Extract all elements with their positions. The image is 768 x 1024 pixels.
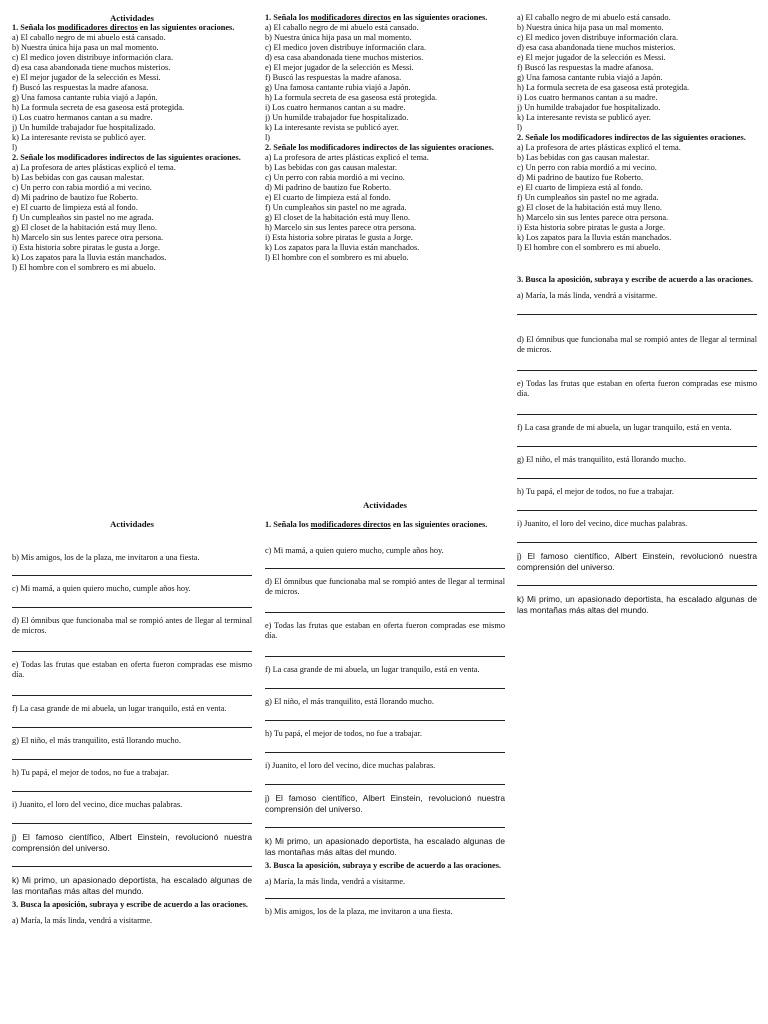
list-item: i) Juanito, el loro del vecino, dice muchas palabras. [517,519,688,528]
list-item: i) Los cuatro hermanos cantan a su madre. [517,93,658,102]
list-item: b) Mis amigos, los de la plaza, me invitaron a una fiesta. [12,553,200,562]
list-item: k) Los zapatos para la lluvia están manchados. [12,253,167,262]
list-item: k) Mi primo, un apasionado deportista, ha escalado algunas de las montañas más altas del mundo. [12,875,252,896]
answer-line [517,497,757,511]
list-item: g) Una famosa cantante rubia viajó a Japón. [12,93,158,102]
answer-line [12,810,252,824]
list-item: b) Las bebidas con gas causan malestar. [517,153,650,162]
list-item: c) Un perro con rabia mordió a mi vecino. [12,183,152,192]
list-item: i) Esta historia sobre piratas le gusta a Jorge. [265,233,413,242]
heading-3: 3. Busca la aposición, subraya y escribe de acuerdo a las oraciones. [517,275,753,284]
heading-2: 2. Señale los modificadores indirectos de las siguientes oraciones. [12,153,241,162]
list-item: b) Nuestra única hija pasa un mal momento. [12,43,159,52]
list-item: g) El closet de la habitación está muy lleno. [265,213,410,222]
answer-line [265,887,505,899]
list-item: f) Buscó las respuestas la madre afanosa. [517,63,654,72]
heading-2: 2. Señale los modificadores indirectos de las siguientes oraciones. [517,133,746,142]
list-item: h) Marcelo sin sus lentes parece otra persona. [265,223,417,232]
activity-title: Actividades [110,519,154,529]
list-item: a) La profesora de artes plásticas explicó el tema. [265,153,429,162]
list-item: b) Las bebidas con gas causan malestar. [12,173,145,182]
list-item: l) [12,143,18,152]
list-item: l) El hombre con el sombrero es mi abuelo. [265,253,409,262]
list-item: h) Marcelo sin sus lentes parece otra persona. [12,233,164,242]
list-item: e) Todas las frutas que estaban en oferta fueron compradas ese mismo día. [265,621,505,640]
list-item: f) Buscó las respuestas la madre afanosa. [12,83,149,92]
answer-line [265,556,505,569]
list-item: c) Un perro con rabia mordió a mi vecino. [265,173,405,182]
answer-line [265,814,505,828]
list-item: h) La formula secreta de esa gaseosa está protegida. [517,83,690,92]
list-item: d) esa casa abandonada tiene muchos misterios. [12,63,171,72]
activity-title: Actividades [110,13,154,23]
list-item: h) La formula secreta de esa gaseosa está protegida. [12,103,185,112]
list-item: f) La casa grande de mi abuela, un lugar tranquilo, está en venta. [12,704,227,713]
list-item: d) Mi padrino de bautizo fue Roberto. [517,173,644,182]
list-item: j) El famoso científico, Albert Einstein, revolucionó nuestra comprensión del universo. [517,551,757,572]
list-item: c) El medico joven distribuye información clara. [517,33,679,42]
heading-2: 2. Señale los modificadores indirectos de las siguientes oraciones. [265,143,494,152]
list-item: c) Mi mamá, a quien quiero mucho, cumple años hoy. [265,546,444,555]
list-item: a) El caballo negro de mi abuelo está cansado. [265,23,419,32]
answer-line [265,739,505,753]
list-item: d) Mi padrino de bautizo fue Roberto. [265,183,392,192]
answer-line [517,465,757,479]
list-item: j) Un humilde trabajador fue hospitalizado. [265,113,409,122]
answer-line [12,714,252,728]
list-item: h) Tu papá, el mejor de todos, no fue a trabajar. [265,729,422,738]
col3-top-block [517,13,757,615]
list-item: c) Un perro con rabia mordió a mi vecino. [517,163,657,172]
list-item: e) El mejor jugador de la selección es Messi. [12,73,161,82]
list-item: j) Un humilde trabajador fue hospitalizado. [517,103,661,112]
list-item: a) La profesora de artes plásticas explicó el tema. [517,143,681,152]
list-item: f) La casa grande de mi abuela, un lugar tranquilo, está en venta. [517,423,732,432]
list-item: e) El mejor jugador de la selección es Messi. [265,63,414,72]
list-item: k) Los zapatos para la lluvia están manchados. [265,243,420,252]
list-item: b) Nuestra única hija pasa un mal momento. [265,33,412,42]
list-item: d) Mi padrino de bautizo fue Roberto. [12,193,139,202]
list-item: i) Los cuatro hermanos cantan a su madre. [265,103,406,112]
list-item: k) Mi primo, un apasionado deportista, ha escalado algunas de las montañas más altas del mundo. [517,594,757,615]
answer-line [265,597,505,613]
list-item: j) Un humilde trabajador fue hospitalizado. [12,123,156,132]
list-item: e) El mejor jugador de la selección es Messi. [517,53,666,62]
heading-3: 3. Busca la aposición, subraya y escribe de acuerdo a las oraciones. [12,900,248,909]
list-item: g) Una famosa cantante rubia viajó a Japón. [265,83,411,92]
list-item: a) María, la más linda, vendrá a visitarme. [12,916,153,925]
list-item: f) Un cumpleaños sin pastel no me agrada. [12,213,154,222]
list-item: i) Los cuatro hermanos cantan a su madre. [12,113,153,122]
answer-line [265,771,505,785]
list-item: i) Juanito, el loro del vecino, dice muchas palabras. [265,761,436,770]
list-item: h) Tu papá, el mejor de todos, no fue a trabajar. [517,487,674,496]
answer-line [12,594,252,608]
answer-line [12,680,252,696]
list-item: k) Los zapatos para la lluvia están manchados. [517,233,672,242]
list-item: a) El caballo negro de mi abuelo está cansado. [12,33,166,42]
answer-line [517,355,757,371]
answer-line [12,563,252,576]
list-item: e) Todas las frutas que estaban en oferta fueron compradas ese mismo día. [517,379,757,398]
list-item: h) Marcelo sin sus lentes parece otra persona. [517,213,669,222]
list-item: e) El cuarto de limpieza está al fondo. [12,203,138,212]
list-item: e) El cuarto de limpieza está al fondo. [265,193,391,202]
list-item: c) El medico joven distribuye información clara. [12,53,174,62]
heading-1: 1. Señala los modificadores directos en las siguientes oraciones. [265,13,488,22]
list-item: b) Las bebidas con gas causan malestar. [265,163,398,172]
list-item: d) El ómnibus que funcionaba mal se rompió antes de llegar al terminal de micros. [265,577,505,596]
heading-1: 1. Señala los modificadores directos en las siguientes oraciones. [265,520,488,529]
list-item: e) Todas las frutas que estaban en oferta fueron compradas ese mismo día. [12,660,252,679]
list-item: g) El closet de la habitación está muy lleno. [517,203,662,212]
list-item: k) La interesante revista se publicó ayer. [265,123,399,132]
list-item: c) El medico joven distribuye información clara. [265,43,427,52]
list-item: i) Juanito, el loro del vecino, dice muchas palabras. [12,800,183,809]
list-item: l) El hombre con el sombrero es mi abuelo. [12,263,156,272]
col2-bottom-block [265,500,505,917]
list-item: l) El hombre con el sombrero es mi abuelo. [517,243,661,252]
list-item: k) La interesante revista se publicó ayer. [12,133,146,142]
list-item: f) Un cumpleaños sin pastel no me agrada. [265,203,407,212]
heading-1: 1. Señala los modificadores directos en las siguientes oraciones. [12,23,235,32]
answer-line [12,853,252,867]
col1-top-block [12,13,252,273]
list-item: a) El caballo negro de mi abuelo está cansado. [517,13,671,22]
list-item: a) María, la más linda, vendrá a visitarme. [517,291,658,300]
answer-line [517,529,757,543]
list-item: b) Mis amigos, los de la plaza, me invitaron a una fiesta. [265,907,453,916]
list-item: f) Un cumpleaños sin pastel no me agrada. [517,193,659,202]
list-item: d) esa casa abandonada tiene muchos misterios. [265,53,424,62]
list-item: d) El ómnibus que funcionaba mal se rompió antes de llegar al terminal de micros. [517,335,757,354]
answer-line [265,641,505,657]
col2-top-block [265,13,505,263]
answer-line [517,433,757,447]
list-item: j) El famoso científico, Albert Einstein, revolucionó nuestra comprensión del universo. [265,793,505,814]
answer-line [517,572,757,586]
list-item: f) La casa grande de mi abuela, un lugar tranquilo, está en venta. [265,665,480,674]
list-item: i) Esta historia sobre piratas le gusta a Jorge. [517,223,665,232]
list-item: k) Mi primo, un apasionado deportista, ha escalado algunas de las montañas más altas del mundo. [265,836,505,857]
list-item: g) El closet de la habitación está muy lleno. [12,223,157,232]
list-item: g) El niño, el más tranquilito, está llorando mucho. [517,455,686,464]
answer-line [12,746,252,760]
list-item: g) El niño, el más tranquilito, está llorando mucho. [265,697,434,706]
list-item: d) esa casa abandonada tiene muchos misterios. [517,43,676,52]
list-item: a) María, la más linda, vendrá a visitarme. [265,877,406,886]
answer-line [517,301,757,315]
list-item: d) El ómnibus que funcionaba mal se rompió antes de llegar al terminal de micros. [12,616,252,635]
list-item: j) El famoso científico, Albert Einstein, revolucionó nuestra comprensión del universo. [12,832,252,853]
list-item: f) Buscó las respuestas la madre afanosa. [265,73,402,82]
list-item: h) La formula secreta de esa gaseosa está protegida. [265,93,438,102]
activity-title: Actividades [363,500,407,510]
heading-3: 3. Busca la aposición, subraya y escribe de acuerdo a las oraciones. [265,861,501,870]
answer-line [12,778,252,792]
answer-line [517,399,757,415]
list-item: h) Tu papá, el mejor de todos, no fue a trabajar. [12,768,169,777]
answer-line [265,675,505,689]
answer-line [12,636,252,652]
list-item: b) Nuestra única hija pasa un mal momento. [517,23,664,32]
list-item: k) La interesante revista se publicó ayer. [517,113,651,122]
list-item: i) Esta historia sobre piratas le gusta a Jorge. [12,243,160,252]
col1-bottom-block [12,519,252,926]
answer-line [265,707,505,721]
list-item: g) El niño, el más tranquilito, está llorando mucho. [12,736,181,745]
list-item: g) Una famosa cantante rubia viajó a Japón. [517,73,663,82]
list-item: l) [265,133,271,142]
list-item: e) El cuarto de limpieza está al fondo. [517,183,643,192]
list-item: l) [517,123,523,132]
list-item: c) Mi mamá, a quien quiero mucho, cumple años hoy. [12,584,191,593]
list-item: a) La profesora de artes plásticas explicó el tema. [12,163,176,172]
